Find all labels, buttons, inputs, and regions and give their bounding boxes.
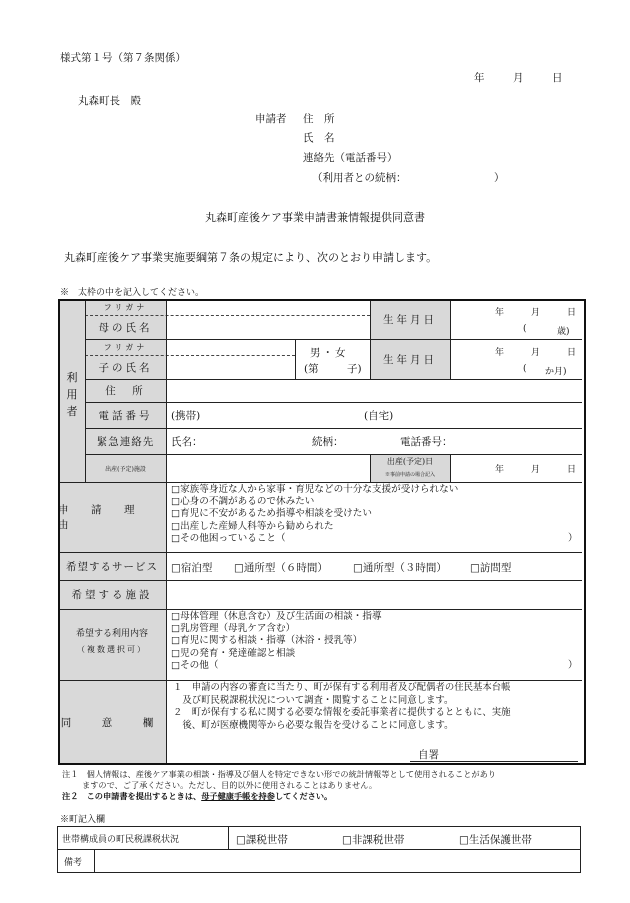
user-label: 利用者 bbox=[66, 371, 78, 418]
content-close: ） bbox=[568, 660, 578, 671]
reason-option[interactable]: □出産した産婦人科等から勧められた bbox=[171, 520, 334, 532]
birth-facility-field[interactable] bbox=[167, 455, 369, 481]
child-name-field[interactable] bbox=[167, 356, 294, 378]
furigana-label-child: フリガナ bbox=[103, 342, 148, 352]
child-name-label: 子の氏名 bbox=[98, 362, 153, 374]
service-label: 希望するサービス bbox=[66, 560, 158, 573]
furigana-label-mother: フリガナ bbox=[103, 302, 148, 312]
home-phone-field[interactable] bbox=[398, 403, 582, 427]
mobile-label: (携帯) bbox=[171, 410, 201, 422]
sex-choice[interactable]: 男・女 bbox=[310, 347, 348, 359]
agree-label: 同 意 欄 bbox=[60, 717, 164, 729]
reason-option[interactable]: □その他困っていること（ bbox=[171, 532, 286, 544]
form-number: 様式第１号（第７条関係） bbox=[60, 52, 186, 64]
emergency-label: 緊急連絡先 bbox=[96, 435, 155, 448]
birth-facility-label: 出産(予定)施設 bbox=[105, 465, 146, 473]
content-option[interactable]: □児の発育・発達確認と相談 bbox=[171, 647, 296, 659]
relation-close: ） bbox=[494, 172, 505, 184]
office-table bbox=[57, 826, 581, 873]
reason-close: ） bbox=[568, 533, 578, 544]
content-option[interactable]: □乳房管理（母乳ケア含む） bbox=[171, 623, 296, 635]
em-phone-label: 電話番号： bbox=[400, 436, 453, 448]
applicant-name-label: 氏 名 bbox=[303, 132, 335, 144]
facility-wish-field[interactable] bbox=[167, 581, 582, 609]
mobile-field[interactable] bbox=[213, 403, 361, 427]
content-option[interactable]: □母体管理（休息含む）及び生活面の相談・指導 bbox=[171, 611, 382, 622]
home-label: (自宅) bbox=[364, 410, 394, 422]
delivery-date-field[interactable] bbox=[451, 455, 582, 481]
address-label: 住 所 bbox=[105, 385, 146, 397]
reason-option[interactable]: □心身の不調があるので休みたい bbox=[171, 496, 315, 508]
relation-label: （利用者との続柄： bbox=[312, 172, 407, 184]
child-order-close: 子) bbox=[347, 363, 362, 375]
header-day: 日 bbox=[552, 72, 563, 84]
content-option[interactable]: □その他（ bbox=[171, 659, 219, 671]
intro-text: 丸森町産後ケア事業実施要綱第７条の規定により、次のとおり申請します。 bbox=[64, 251, 438, 264]
applicant-label: 申請者 bbox=[255, 113, 287, 125]
note-2-emphasis: 母子健康手帳を持参 bbox=[201, 791, 275, 801]
delivery-date-label: 出産(予定)日 bbox=[386, 457, 434, 466]
page-title: 丸森町産後ケア事業申請書兼情報提供同意書 bbox=[205, 211, 425, 224]
reason-list bbox=[171, 484, 581, 545]
remarks-label: 備考 bbox=[64, 858, 83, 868]
addressee: 丸森町長 殿 bbox=[78, 95, 141, 107]
note-1b: ますので、ご了承ください。ただし、目的以外に使用されることはありません。 bbox=[82, 780, 378, 790]
application-table: 利用者 フリガナ 母の氏名 生年月日 年 月 日 ( 歳) フリガナ 子の氏名 男・女 (第 子) 生年月日 年 月 日 ( か月) 住 所 電話番号 (携帯) (自宅) 緊急連絡先 氏名： 続柄： 電話番号： 出産(予定)施設 出産(予定)日 ※事前申請の場合記入 年 月 日 申 請 理 由 □家族等身近な人から家事・育児などの十分な支援が受けられない □心身の不調があるので休みたい □育児に不安があるため指導や相談を受けたい □出産した産婦人科等から勧められた □その他困っていること（ ） 希望するサービス □宿泊型 □通所型（６時間） □通所型（３時間） □訪問型 希望する施設 希望する利用内容 （複数選択可） □母体管理（休息含む）及び生活面の相談・指導 □乳房管理（母乳ケア含む） □育児に関する相談・指導（沐浴・授乳等） □児の発育・発達確認と相談 □その他（ ） 同 意 欄 １ 申請の内容の審査に当たり、町が保有する利用者及び配偶者の住民基本台帳 及び町民税課税状況について調査・閲覧することに同意します。 ２ 町が保有する私に関する必要な情報を委託事業者に提供するとともに、実施 後、町が医療機関等から必要な報告を受けることに同意します。 自署 bbox=[58, 299, 586, 765]
emergency-field[interactable] bbox=[208, 429, 582, 453]
service-option[interactable]: □宿泊型 bbox=[171, 562, 213, 574]
content-option[interactable]: □育児に関する相談・指導（沐浴・授乳等） bbox=[171, 635, 363, 647]
delivery-date-note: ※事前申請の場合記入 bbox=[384, 472, 435, 478]
content-sub: （複数選択可） bbox=[77, 645, 147, 654]
phone-label: 電話番号 bbox=[98, 409, 153, 422]
service-option[interactable]: □通所型（３時間） bbox=[353, 562, 447, 574]
address-field[interactable] bbox=[167, 380, 582, 402]
mother-furigana-field[interactable] bbox=[167, 300, 369, 314]
service-option[interactable]: □通所型（６時間） bbox=[234, 562, 328, 574]
applicant-address-label: 住 所 bbox=[303, 113, 335, 125]
facility-wish-label: 希望する施設 bbox=[71, 589, 153, 601]
child-order-open: (第 bbox=[304, 363, 319, 375]
signature-line[interactable] bbox=[410, 761, 578, 762]
em-relation-label: 続柄： bbox=[312, 436, 344, 448]
service-option[interactable]: □訪問型 bbox=[470, 562, 512, 574]
reason-option[interactable]: □家族等身近な人から家事・育児などの十分な支援が受けられない bbox=[171, 484, 459, 495]
reason-label: 申 請 理 由 bbox=[58, 504, 157, 531]
applicant-contact-label: 連絡先（電話番号） bbox=[303, 152, 398, 164]
child-furigana-field[interactable] bbox=[167, 340, 294, 354]
header-year: 年 bbox=[474, 72, 485, 84]
reason-option[interactable]: □育児に不安があるため指導や相談を受けたい bbox=[171, 508, 372, 520]
remarks-field[interactable] bbox=[95, 850, 579, 872]
em-name-label: 氏名： bbox=[171, 436, 203, 448]
agree-text: １ 申請の内容の審査に当たり、町が保有する利用者及び配偶者の住民基本台帳 及び町民税課税状況について調査・閲覧することに同意します。 ２ 町が保有する私に関する必要な情報を委託事業者に提供するとともに、実施 後、町が医療機関等から必要な報告を受けることに同意します。 bbox=[173, 682, 511, 731]
content-label: 希望する利用内容 bbox=[75, 629, 148, 639]
mother-birthdate-label: 生年月日 bbox=[383, 313, 437, 326]
instruction: ※ 太枠の中を記入してください。 bbox=[60, 288, 205, 298]
office-heading: ※町記入欄 bbox=[60, 815, 106, 825]
tax-option[interactable]: □課税世帯 bbox=[236, 834, 288, 846]
tax-option[interactable]: □生活保護世帯 bbox=[459, 834, 532, 846]
content-list bbox=[171, 611, 581, 672]
mother-name-field[interactable] bbox=[167, 316, 369, 338]
tax-option[interactable]: □非課税世帯 bbox=[342, 834, 405, 846]
signature-label: 自署 bbox=[418, 749, 439, 761]
note-2: 注２ この申請書を提出するときは、母子健康手帳を持参してください。 bbox=[62, 791, 333, 801]
mother-name-label: 母の氏名 bbox=[98, 322, 153, 334]
note-1a: 注１ 個人情報は、産後ケア事業の相談・指導及び個人を特定できない形での統計情報等として使用されることがあり bbox=[62, 769, 496, 779]
header-month: 月 bbox=[513, 72, 524, 84]
tax-status-label: 世帯構成員の町民税課税状況 bbox=[62, 835, 180, 845]
child-birthdate-label: 生年月日 bbox=[383, 353, 437, 366]
